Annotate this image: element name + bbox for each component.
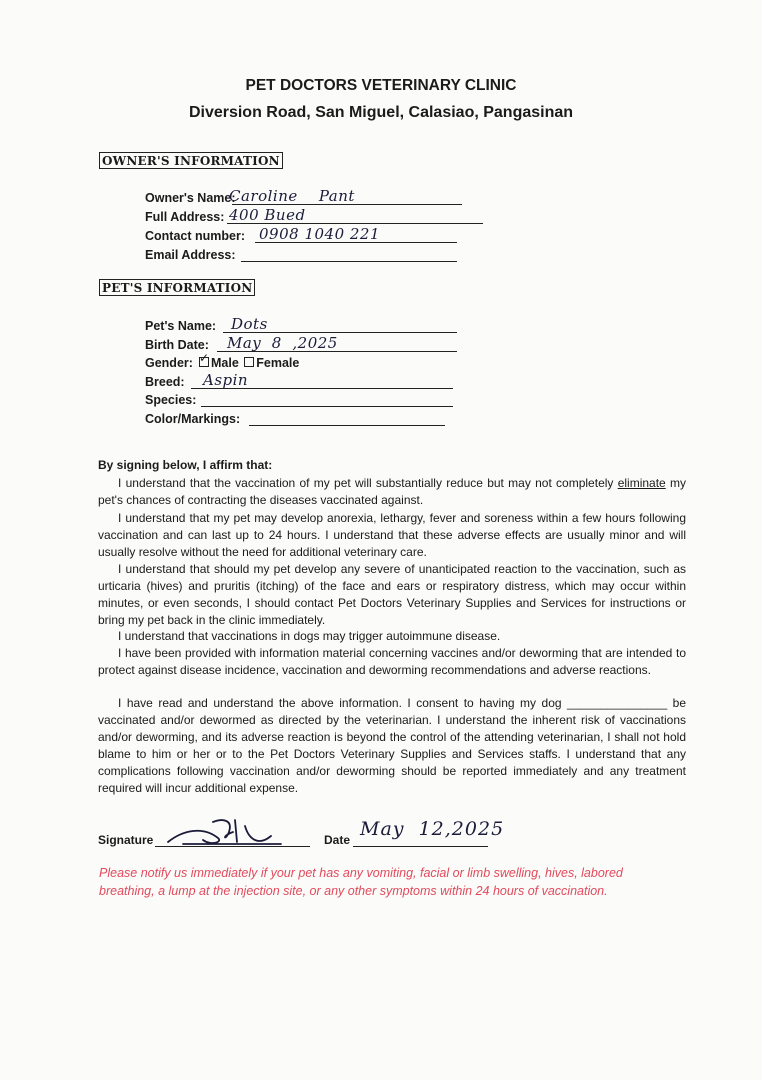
affirm-paragraph-3: I understand that should my pet develop any severe of unanticipated reaction to the vaccination, such as urticaria (hives) and pruritis (itching) of the face and ears or respiratory distress, which may occur within minutes, or even seconds, I should contact Pet Doctors Veterinary Supplies and Services for instructions or bring my pet back in the clinic immediately. (98, 562, 686, 627)
gender-options (197, 356, 299, 370)
email-line (241, 261, 457, 262)
handwritten-signature (163, 812, 293, 852)
pet-info-heading: PET'S INFORMATION (99, 279, 255, 296)
gender-field (145, 352, 345, 372)
affirm-p6-text-a: I have read and understand the above information. I consent to having my dog (118, 696, 568, 710)
dog-name-blank[interactable]: _______________ (567, 696, 668, 710)
species-label: Species: (145, 393, 197, 407)
owner-address-field[interactable] (145, 206, 485, 226)
male-option-label: Male (211, 356, 239, 370)
clinic-name: PET DOCTORS VETERINARY CLINIC (245, 77, 517, 94)
owner-info-heading: OWNER'S INFORMATION (99, 152, 283, 169)
owner-name-field[interactable] (145, 187, 465, 207)
breed-label: Breed: (145, 375, 185, 389)
affirm-paragraph-5: I have been provided with information material concerning vaccines and/or deworming that are intended to protect against disease incidence, vaccination and deworming recommendations and adverse reactions. (98, 646, 686, 677)
affirm-paragraph-4: I understand that vaccinations in dogs may trigger autoimmune disease. (118, 629, 501, 643)
female-option-label: Female (256, 356, 300, 370)
affirm-paragraph-2: I understand that my pet may develop anorexia, lethargy, fever and soreness within a few hours following vaccination and can last up to 24 hours. I understand that these adverse effects are usually minor and will usually resolve without the need for additional veterinary care. (98, 511, 686, 559)
email-label: Email Address: (145, 248, 236, 262)
breed-value: Aspin (203, 371, 249, 389)
color-markings-line (249, 425, 445, 426)
date-value: May 12,2025 (360, 818, 505, 840)
signature-label: Signature (98, 833, 154, 847)
owner-address-label: Full Address: (145, 210, 225, 224)
species-field[interactable] (145, 389, 455, 409)
affirm-paragraph-1 (98, 475, 686, 509)
email-field[interactable] (145, 244, 459, 264)
breed-field[interactable] (145, 371, 455, 391)
date-line[interactable] (353, 846, 488, 847)
owner-name-value: Caroline Pant (229, 187, 355, 205)
birth-date-value: May 8 ,2025 (227, 334, 338, 352)
pet-name-field[interactable] (145, 315, 459, 335)
notice-text: Please notify us immediately if your pet has any vomiting, facial or limb swelling, hives, labored breathing, a lump at the injection site, or any other symptoms within 24 hours of vaccination. (99, 866, 623, 898)
affirm-p1-text-b: my pet's chances of contracting the diseases vaccinated against. (98, 476, 686, 507)
contact-number-label: Contact number: (145, 229, 245, 243)
clinic-address: Diversion Road, San Miguel, Calasiao, Pangasinan (188, 104, 574, 121)
affirmation-title: By signing below, I affirm that: (98, 458, 273, 472)
birth-date-field[interactable] (145, 334, 459, 354)
gender-label: Gender: (145, 356, 193, 370)
affirm-p1-text-a: I understand that the vaccination of my pet will substantially reduce but may not completely (118, 476, 618, 490)
affirm-paragraph-6 (98, 695, 686, 797)
contact-number-value: 0908 1040 221 (259, 225, 381, 243)
pet-name-label: Pet's Name: (145, 319, 217, 333)
affirm-p1-underlined: eliminate (617, 476, 666, 490)
color-markings-field[interactable] (145, 408, 447, 428)
male-checkbox[interactable] (199, 357, 209, 367)
owner-address-value: 400 Bued (229, 206, 306, 224)
female-checkbox[interactable] (244, 357, 254, 367)
affirm-p6-text-b: be vaccinated and/or dewormed as directed by the veterinarian. I understand the inherent risk of vaccinations and/or deworming, and its adverse reaction is beyond the control of the attending veterinarian, I shall not hold blame to him or her or to the Pet Doctors Veterinary Supplies and Services staffs. I understand that any complications following vaccination and/or deworming should be reported immediately and any treatment required will incur additional expense. (98, 696, 686, 795)
contact-number-field[interactable] (145, 225, 459, 245)
color-markings-label: Color/Markings: (145, 412, 241, 426)
owner-name-label: Owner's Name: (145, 191, 236, 205)
birth-date-label: Birth Date: (145, 338, 209, 352)
species-line (201, 406, 453, 407)
pet-name-value: Dots (231, 315, 268, 333)
date-label: Date (324, 833, 351, 847)
